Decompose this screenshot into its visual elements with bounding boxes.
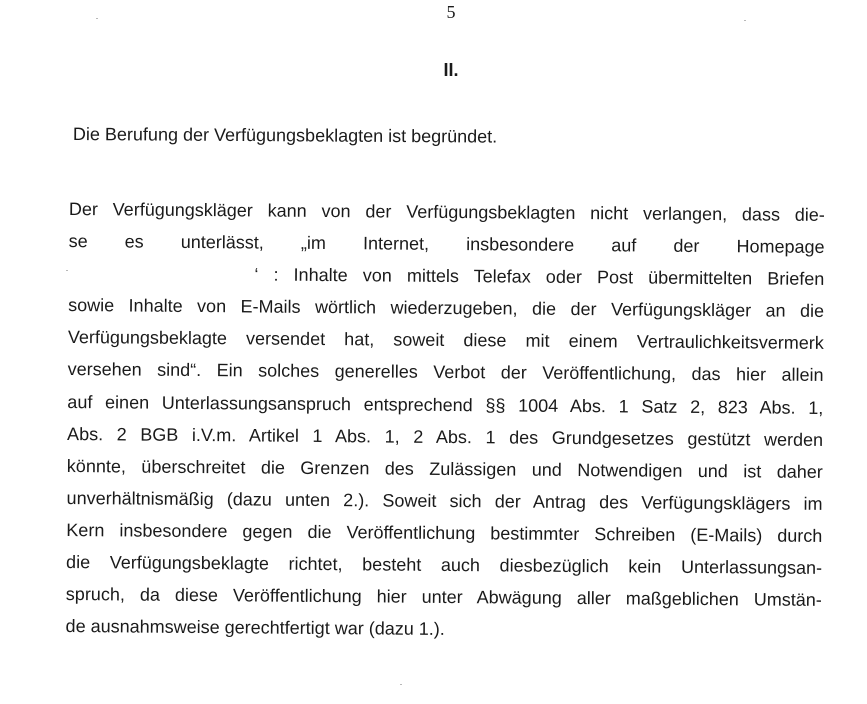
paragraph-line: versehen sind“. Ein solches generelles Verbot der Veröffentlichung, das hier allein — [67, 359, 824, 386]
scan-speck — [744, 20, 746, 21]
section-heading: II. — [443, 60, 459, 80]
paragraph-line: die Verfügungsbeklagte richtet, besteht auch diesbezüglich kein Unterlassungsan- — [66, 552, 823, 578]
paragraph-line: se es unterlässt, „im Internet, insbesondere auf der Homepage — [68, 231, 825, 258]
paragraph-line: auf einen Unterlassungsanspruch entsprechend §§ 1004 Abs. 1 Satz 2, 823 Abs. 1, — [67, 391, 824, 418]
scan-speck — [66, 270, 68, 271]
paragraph-line: ‘ : Inhalte von mittels Telefax oder Post übermittelten Briefen — [254, 264, 825, 290]
paragraph-line: de ausnahmsweise gerechtfertigt war (dazu 1.). — [65, 616, 445, 640]
page-number: 5 — [446, 2, 456, 22]
paragraph-line: sowie Inhalte von E-Mails wörtlich wiederzugeben, die der Verfügungskläger an die — [68, 295, 825, 322]
paragraph-line: spruch, da diese Veröffentlichung hier unter Abwägung aller maßgeblichen Umstän- — [65, 584, 822, 611]
paragraph-line: unverhältnismäßig (dazu unten 2.). Soweit sich der Antrag des Verfügungsklägers im — [66, 487, 823, 514]
paragraph-line: könnte, überschreitet die Grenzen des Zulässigen und Notwendigen und ist daher — [66, 455, 823, 482]
body-paragraph — [65, 193, 825, 648]
paragraph-line: Verfügungsbeklagte versendet hat, soweit diese mit einem Vertraulichkeitsvermerk — [67, 327, 824, 354]
paragraph-line: Kern insbesondere gegen die Veröffentlichung bestimmter Schreiben (E-Mails) durch — [66, 519, 823, 546]
scan-speck — [400, 684, 402, 685]
paragraph-line: Abs. 2 BGB i.V.m. Artikel 1 Abs. 1, 2 Abs. 1 des Grundgesetzes gestützt werden — [67, 423, 824, 450]
lead-sentence: Die Berufung der Verfügungsbeklagten ist begründet. — [72, 124, 498, 147]
paragraph-line: Der Verfügungskläger kann von der Verfügungsbeklagten nicht verlangen, dass die- — [68, 198, 825, 225]
scan-speck — [96, 18, 98, 19]
